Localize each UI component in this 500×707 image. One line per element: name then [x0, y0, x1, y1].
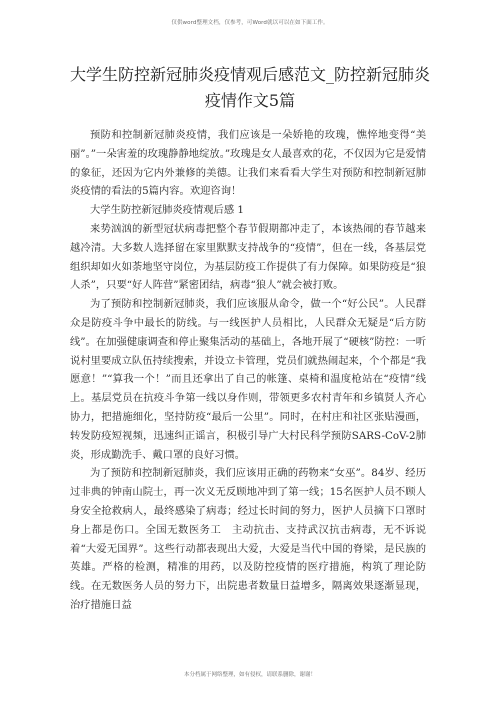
footer-note: 本分档属于网络整理，如有侵权，请联系删除，谢谢！: [183, 672, 316, 678]
section-heading: 大学生防控新冠肺炎疫情观后感 1: [90, 204, 244, 217]
paragraph-intro: 预防和控制新冠肺炎疫情，我们应该是一朵娇艳的玫瑰，憔悴地变得“美丽”。”一朵害羞的玫瑰静静地绽放。”玫瑰是女人最喜欢的花，不仅因为它是爱情的象征，还因为它内外兼修的美德。让我们来看看大学生对预防和控制新冠肺炎疫情的看法的5篇内容。欢迎咨询！: [70, 129, 426, 198]
paragraph: 来势汹汹的新型冠状病毒把整个春节假期都冲走了，本该热闹的春节越来越冷清。大多数人选择留在家里默默支持战争的“疫情”，但在一线，各基层党组织却如火如荼地坚守岗位，为基层防疫工作提供了有力保障。如果防疫是“狼人杀”，只要“好人阵营”紧密团结，病毒“狼人”就会被打败。: [70, 222, 426, 292]
header-note: 仅供word整理文档，仅参考，可Word就以可以在如下面工作。: [171, 20, 329, 26]
paragraph: 为了预防和控制新冠肺炎，我们应该用正确的药物来“女巫”。84岁、经历过非典的钟南山院士，再一次义无反顾地冲到了第一线；15名医护人员不顾人身安全抢救病人，最终感染了病毒；经过长时间的努力，医护人员摘下口罩时身上都是伤口。全国无数医务工 主动抗击、支持武汉抗击病毒，无不诉说着“大爱无国界”。这些行动都表现出大爱，大爱是当代中国的脊梁，是民族的英雄。严格的检测，精准的用药，以及防控疫情的医疗措施，构筑了理论防线。在无数医务人员的努力下，出院患者数量日益增多，隔离效果逐渐显现，治疗措施日益: [70, 467, 426, 611]
document-title: 大学生防控新冠肺炎疫情观后感范文_防控新冠肺炎疫情作文5篇: [70, 65, 431, 110]
paragraph: 为了预防和控制新冠肺炎，我们应该服从命令，做一个“好公民”。人民群众是防疫斗争中最长的防线。与一线医护人员相比，人民群众无疑是“后方防线”。在加强健康调查和停止聚集活动的基础上，各地开展了“硬核”防控：一听说村里要成立队伍持续搜索，并设立卡管理，党员们就热闹起来，个个都是“我愿意！”“算我一个！”而且还拿出了自己的帐篷、桌椅和温度枪站在“疫情”线上。基层党员在抗疫斗争第一线以身作则，带领更多农村青年和乡镇贤人齐心协力，把措施细化，坚持防疫“最后一公里”。同时，在村庄和社区张贴漫画，转发防疫短视频，迅速纠正谣言，积极引导广大村民科学预防SARS-CoV-2肺炎，形成勤洗手、戴口罩的良好习惯。: [70, 298, 426, 461]
document-body: [70, 126, 426, 615]
